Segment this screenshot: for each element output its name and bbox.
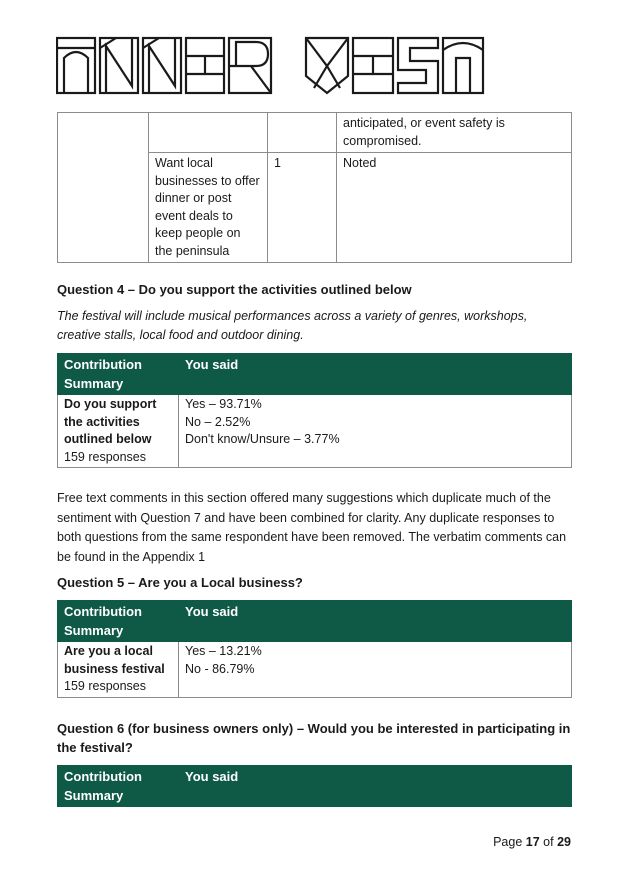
q5-heading: Question 5 – Are you a Local business?: [57, 575, 303, 590]
q4-intro: The festival will include musical performances across a variety of genres, workshops, creative stalls, local food and outdoor dining.: [57, 309, 528, 342]
table-header-row: [58, 601, 572, 642]
answer-item: Don't know/Unsure – 3.77%: [185, 432, 340, 446]
continued-feedback-table: [57, 112, 572, 263]
question-cell: [58, 642, 179, 698]
page-total: 29: [557, 835, 571, 849]
question-cell: [58, 395, 179, 468]
response-count: 159 responses: [64, 449, 147, 464]
q5-summary-table: [57, 600, 572, 698]
table-row: [58, 113, 572, 153]
table-cell: [268, 113, 337, 153]
question-label: Do you support the activities outlined below: [64, 397, 157, 446]
page-number: [493, 835, 571, 849]
table-cell: Want local businesses to offer dinner or post event deals to keep people on the peninsula: [149, 153, 268, 263]
table-cell: [58, 113, 149, 263]
table-row: [58, 642, 572, 698]
table-cell: 1: [268, 153, 337, 263]
table-cell: anticipated, or event safety is compromised.: [337, 113, 572, 153]
q4-heading: Question 4 – Do you support the activities outlined below: [57, 282, 412, 297]
answer-item: Yes – 93.71%: [185, 397, 262, 411]
q4-summary-table: [57, 353, 572, 468]
q6-summary-table: [57, 765, 572, 807]
page-separator: of: [543, 835, 554, 849]
table-cell: Noted: [337, 153, 572, 263]
question-label: Are you a local business festival: [64, 644, 165, 676]
answers-cell: [179, 395, 572, 468]
answers-cell: [179, 642, 572, 698]
table-row: [58, 395, 572, 468]
table-cell: [149, 113, 268, 153]
answer-item: No - 86.79%: [185, 661, 255, 676]
answer-item: No – 2.52%: [185, 414, 251, 429]
logo-graphic: [56, 36, 534, 96]
q6-heading: Question 6 (for business owners only) – Would you be interested in participating in the festival?: [57, 721, 571, 755]
page-label: Page: [493, 835, 523, 849]
free-text-paragraph: Free text comments in this section offered many suggestions which duplicate much of the sentiment with Question 7 and have been combined for clarity. Any duplicate responses to both questions from the same respondent have been removed. The verbatim comments can be found in the Appendix 1: [57, 491, 567, 564]
table-header-row: [58, 766, 572, 807]
header-contribution-summary: Contribution Summary: [58, 766, 179, 807]
header-contribution-summary: Contribution Summary: [58, 601, 179, 642]
response-count: 159 responses: [64, 679, 147, 693]
header-contribution-summary: Contribution Summary: [58, 354, 179, 395]
header-you-said: You said: [179, 601, 572, 642]
inner-west-logo: [56, 36, 534, 96]
header-you-said: You said: [179, 766, 572, 807]
table-header-row: [58, 354, 572, 395]
answer-item: Yes – 13.21%: [185, 644, 262, 658]
page-current: 17: [525, 835, 540, 849]
header-you-said: You said: [179, 354, 572, 395]
